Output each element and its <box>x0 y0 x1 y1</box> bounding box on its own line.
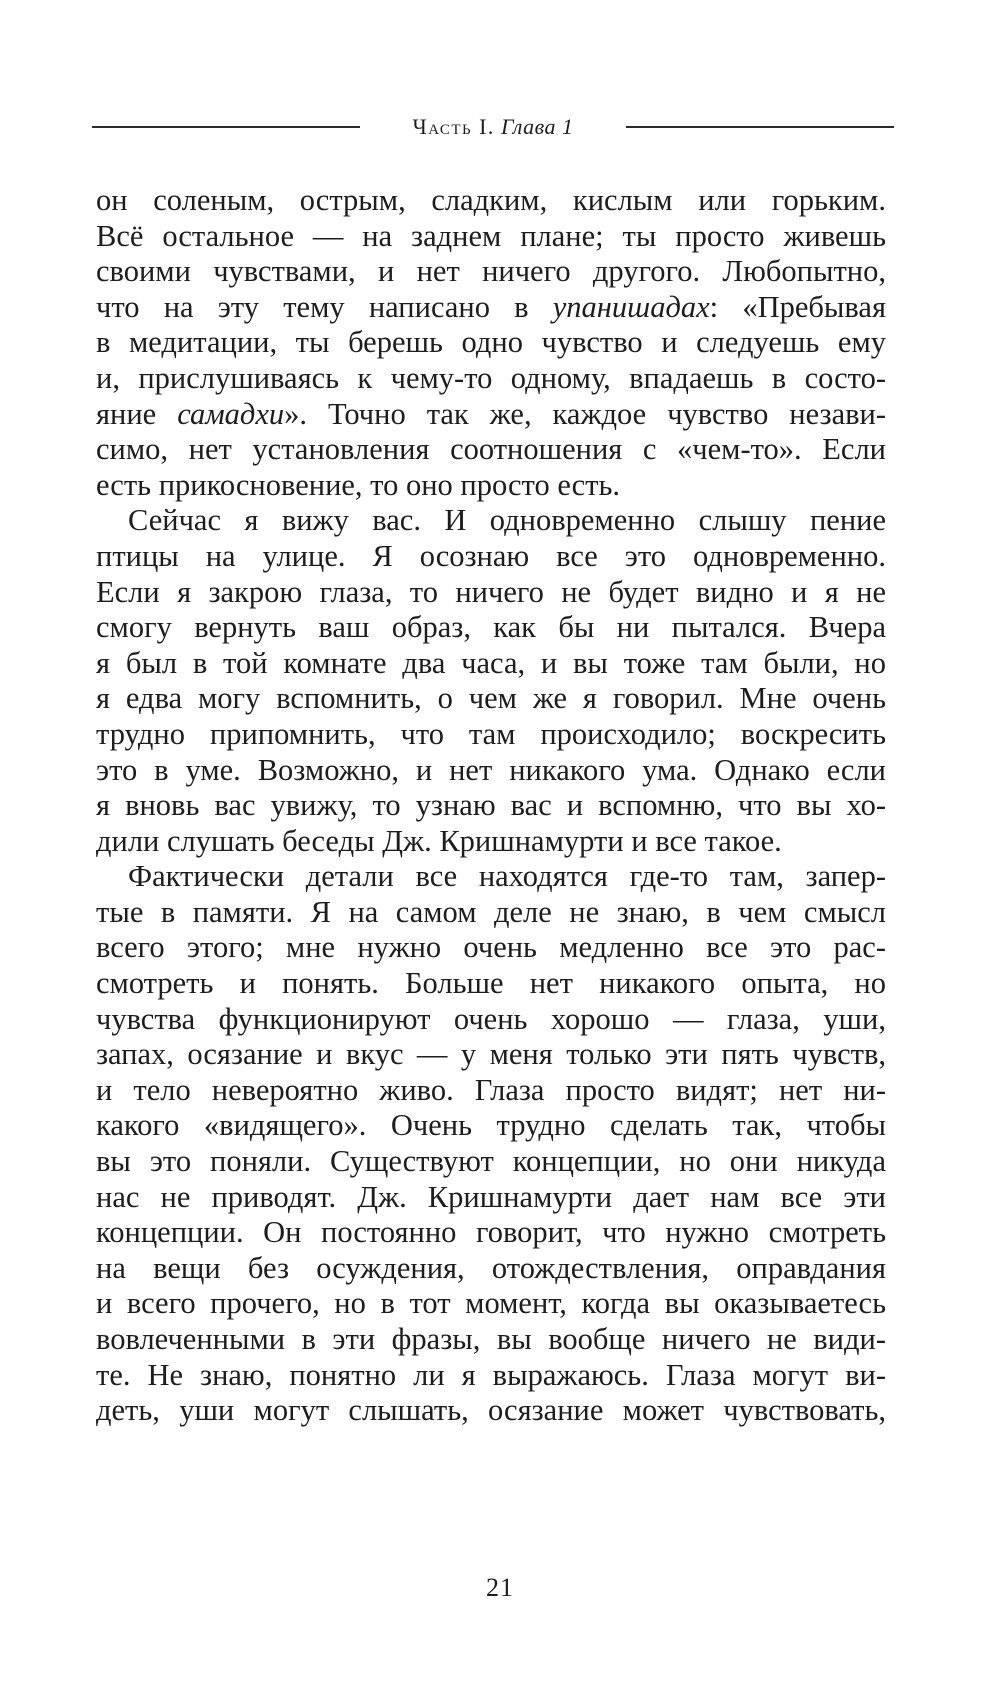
running-head-rule-left <box>92 126 360 128</box>
text-line: всего этого; мне нужно очень медленно все это рас- <box>96 930 886 965</box>
text-line: смогу вернуть ваш образ, как бы ни пытался. Вчера <box>96 610 886 645</box>
text-line: я вновь вас увижу, то узнаю вас и вспомню, что вы хо- <box>96 788 886 823</box>
text-line: Фактически детали все находятся где-то там, запер- <box>128 859 886 894</box>
body-text <box>96 183 886 1429</box>
part-label: Часть I. <box>412 114 495 139</box>
text-line: я едва могу вспомнить, о чем же я говорил. Мне очень <box>96 681 886 716</box>
chapter-label: Глава 1 <box>500 114 574 139</box>
text-line: какого «видящего». Очень трудно сделать так, чтобы <box>96 1108 886 1143</box>
text-line: птицы на улице. Я осознаю все это одновременно. <box>96 538 886 573</box>
text-line: симо, нет установления соотношения с «чем-то». Если <box>96 432 886 467</box>
text-line: те. Не знаю, понятно ли я выражаюсь. Глаза могут ви- <box>96 1357 886 1392</box>
text-line: Сейчас я вижу вас. И одновременно слышу пение <box>128 503 886 538</box>
text-line: Всё остальное — на заднем плане; ты просто живешь <box>96 218 886 253</box>
text-line: и, прислушиваясь к чему-то одному, впадаешь в состо- <box>96 360 886 395</box>
text-line: в медитации, ты берешь одно чувство и следуешь ему <box>96 325 886 360</box>
text-line: чувства функционируют очень хорошо — глаза, уши, <box>96 1001 886 1036</box>
text-line: концепции. Он постоянно говорит, что нужно смотреть <box>96 1215 886 1250</box>
italic-term: упанишадах <box>552 289 710 324</box>
text-segment: яние <box>96 396 178 431</box>
text-line: и всего прочего, но в тот момент, когда вы оказываетесь <box>96 1286 886 1321</box>
text-line <box>96 397 886 433</box>
page-number: 21 <box>486 1573 514 1602</box>
text-line: запах, осязание и вкус — у меня только эти пять чувств, <box>96 1037 886 1072</box>
text-line: это в уме. Возможно, и нет никакого ума. Однако если <box>96 752 886 787</box>
text-segment: : «Пребывая <box>709 289 886 324</box>
text-line: вы это поняли. Существуют концепции, но они никуда <box>96 1144 886 1179</box>
text-line: на вещи без осуждения, отождествления, оправдания <box>96 1250 886 1285</box>
text-line: смотреть и понять. Больше нет никакого опыта, но <box>96 966 886 1001</box>
text-line: нас не приводят. Дж. Кришнамурти дает нам все эти <box>96 1179 886 1214</box>
text-segment: ». Точно так же, каждое чувство незави- <box>284 396 886 431</box>
text-line: он соленым, острым, сладким, кислым или горьким. <box>96 183 886 217</box>
text-line: Если я закрою глаза, то ничего не будет видно и я не <box>96 574 886 609</box>
text-line: деть, уши могут слышать, осязание может чувствовать, <box>96 1393 886 1428</box>
text-line: дили слушать беседы Дж. Кришнамурти и все такое. <box>96 823 782 858</box>
text-line <box>96 290 886 326</box>
italic-term: самадхи <box>177 396 285 431</box>
running-head-text <box>402 114 583 140</box>
running-head-rule-right <box>626 126 894 128</box>
text-line: своими чувствами, и нет ничего другого. Любопытно, <box>96 254 886 289</box>
text-segment: что на эту тему написано в <box>96 289 553 324</box>
text-line: вовлеченными в эти фразы, вы вообще ничего не види- <box>96 1322 886 1356</box>
text-line: есть прикосновение, то оно просто есть. <box>96 467 621 502</box>
text-line: и тело невероятно живо. Глаза просто видят; нет ни- <box>96 1072 886 1107</box>
text-line: тые в памяти. Я на самом деле не знаю, в чем смысл <box>96 894 886 929</box>
running-head <box>92 112 894 142</box>
text-line: трудно припомнить, что там происходило; воскресить <box>96 716 886 751</box>
text-line: я был в той комнате два часа, и вы тоже там были, но <box>96 645 886 680</box>
